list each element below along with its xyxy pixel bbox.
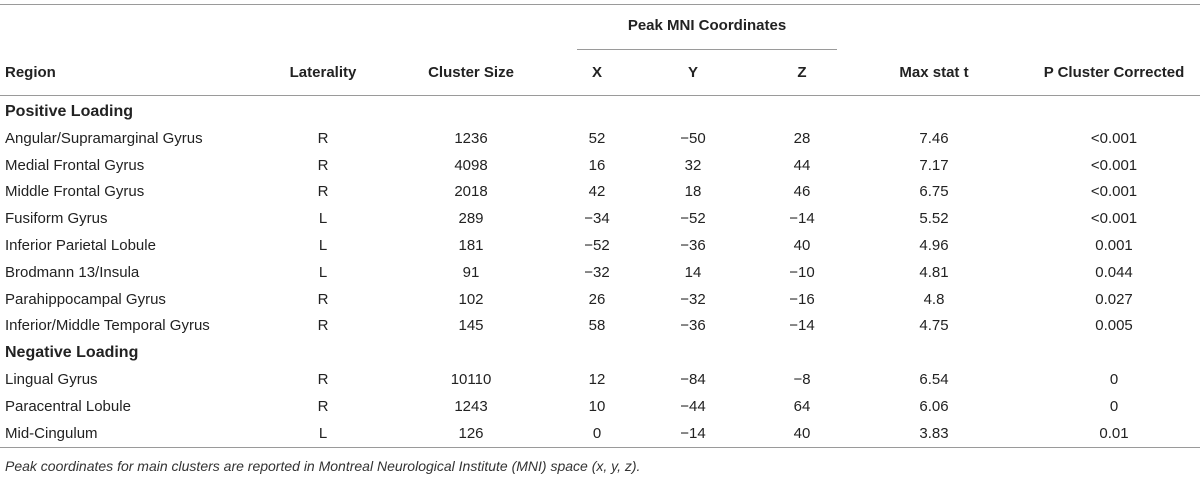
- table-bottom-rule: [0, 447, 1200, 448]
- cell-x: 42: [588, 183, 606, 201]
- cell-z: 28: [793, 129, 811, 147]
- cell-cluster-size: 91: [462, 263, 480, 281]
- cell-x: −32: [584, 263, 610, 281]
- header-peak-mni-coordinates: Peak MNI Coordinates: [627, 17, 787, 34]
- cell-region: Brodmann 13/Insula: [5, 263, 140, 281]
- cell-x: −52: [584, 237, 610, 254]
- cell-x: 16: [588, 156, 606, 174]
- header-bottom-rule: [0, 95, 1200, 96]
- cell-x: 58: [588, 317, 606, 335]
- table-row: [0, 287, 1200, 314]
- cell-p-corrected: <0.001: [1090, 183, 1138, 201]
- cell-cluster-size: 10110: [450, 371, 492, 388]
- cell-y: 32: [684, 156, 702, 174]
- cell-z: −16: [789, 290, 815, 308]
- cell-region: Inferior/Middle Temporal Gyrus: [5, 317, 210, 335]
- cell-y: 18: [684, 183, 702, 201]
- cell-max-stat: 7.46: [919, 129, 949, 147]
- table-row: [0, 367, 1200, 394]
- cell-max-stat: 4.96: [919, 237, 949, 254]
- cell-p-corrected: <0.001: [1090, 156, 1138, 174]
- cell-p-corrected: <0.001: [1090, 210, 1138, 228]
- cell-p-corrected: 0: [1109, 371, 1119, 388]
- header-region: Region: [5, 64, 56, 81]
- cell-region: Inferior Parietal Lobule: [5, 237, 156, 254]
- cell-region: Medial Frontal Gyrus: [5, 156, 145, 174]
- cell-laterality: L: [318, 263, 328, 281]
- cell-cluster-size: 1243: [454, 397, 488, 415]
- cell-x: 12: [588, 371, 606, 388]
- table-row: [0, 153, 1200, 180]
- cell-y: −36: [680, 237, 706, 254]
- cell-laterality: L: [318, 237, 328, 254]
- cell-max-stat: 5.52: [919, 210, 949, 228]
- cell-z: −14: [789, 317, 815, 335]
- table-row: [0, 206, 1200, 233]
- cell-max-stat: 6.06: [919, 397, 949, 415]
- header-p-cluster-corrected: P Cluster Corrected: [1043, 64, 1185, 81]
- cell-cluster-size: 181: [458, 237, 484, 254]
- cell-x: −34: [584, 210, 610, 228]
- table-footnote: Peak coordinates for main clusters are reported in Montreal Neurological Institute (MNI) space (x, y, z).: [5, 458, 641, 474]
- cell-laterality: L: [318, 210, 328, 228]
- table-row: [0, 313, 1200, 340]
- cell-z: 44: [793, 156, 811, 174]
- cell-cluster-size: 102: [458, 290, 484, 308]
- header-laterality: Laterality: [289, 64, 357, 81]
- cell-max-stat: 4.75: [919, 317, 949, 335]
- header-z: Z: [797, 64, 807, 81]
- cell-region: Fusiform Gyrus: [5, 210, 108, 228]
- cell-cluster-size: 126: [458, 424, 484, 442]
- cell-laterality: R: [317, 371, 329, 388]
- cell-max-stat: 4.8: [923, 290, 945, 308]
- cell-region: Paracentral Lobule: [5, 397, 131, 415]
- cell-p-corrected: <0.001: [1090, 129, 1138, 147]
- header-x: X: [591, 64, 603, 81]
- cell-y: −14: [680, 424, 706, 442]
- cell-laterality: L: [318, 424, 328, 442]
- table-row: [0, 260, 1200, 287]
- cell-p-corrected: 0.001: [1095, 237, 1133, 254]
- section-row: [0, 340, 1200, 367]
- cell-y: 14: [684, 263, 702, 281]
- cell-p-corrected: 0.027: [1095, 290, 1133, 308]
- cell-z: 64: [793, 397, 811, 415]
- section-row: [0, 99, 1200, 126]
- cell-region: Lingual Gyrus: [5, 371, 98, 388]
- cell-region: Angular/Supramarginal Gyrus: [5, 129, 203, 147]
- cell-x: 26: [588, 290, 606, 308]
- cell-y: −52: [680, 210, 706, 228]
- section-label: Positive Loading: [5, 103, 134, 120]
- cell-region: Mid-Cingulum: [5, 424, 98, 442]
- cell-cluster-size: 2018: [454, 183, 488, 201]
- cell-y: −84: [680, 371, 706, 388]
- cell-cluster-size: 145: [458, 317, 484, 335]
- cell-y: −36: [680, 317, 706, 335]
- header-group-underline: [577, 49, 837, 50]
- cell-z: −8: [793, 371, 811, 388]
- cell-p-corrected: 0.005: [1095, 317, 1133, 335]
- cell-z: −10: [789, 263, 815, 281]
- table-top-rule: [0, 4, 1200, 5]
- cell-region: Middle Frontal Gyrus: [5, 183, 145, 201]
- cell-z: 40: [793, 237, 811, 254]
- header-max-stat: Max stat t: [899, 64, 969, 81]
- cell-region: Parahippocampal Gyrus: [5, 290, 166, 308]
- cell-z: −14: [789, 210, 815, 228]
- cell-y: −50: [680, 129, 706, 147]
- cell-laterality: R: [317, 156, 329, 174]
- cell-laterality: R: [317, 317, 329, 335]
- cell-p-corrected: 0: [1109, 397, 1119, 415]
- cell-y: −44: [680, 397, 706, 415]
- cell-laterality: R: [317, 397, 329, 415]
- cell-max-stat: 6.54: [919, 371, 949, 388]
- cell-p-corrected: 0.01: [1099, 424, 1129, 442]
- cell-laterality: R: [317, 129, 329, 147]
- table-row: [0, 394, 1200, 421]
- cell-x: 10: [588, 397, 606, 415]
- cell-laterality: R: [317, 290, 329, 308]
- section-label: Negative Loading: [5, 344, 139, 362]
- table-row: [0, 421, 1200, 448]
- cell-max-stat: 4.81: [919, 263, 949, 281]
- cell-z: 40: [793, 424, 811, 442]
- cell-max-stat: 6.75: [919, 183, 949, 201]
- cell-cluster-size: 289: [458, 210, 484, 228]
- table-row: [0, 126, 1200, 153]
- table-row: [0, 233, 1200, 260]
- table-row: [0, 179, 1200, 206]
- cell-cluster-size: 4098: [454, 156, 488, 174]
- header-y: Y: [687, 64, 699, 81]
- cell-x: 52: [588, 129, 606, 147]
- cell-x: 0: [592, 424, 602, 442]
- cell-max-stat: 3.83: [919, 424, 949, 442]
- cell-p-corrected: 0.044: [1095, 263, 1133, 281]
- header-cluster-size: Cluster Size: [428, 64, 514, 81]
- cell-laterality: R: [317, 183, 329, 201]
- cell-cluster-size: 1236: [454, 129, 488, 147]
- cell-y: −32: [680, 290, 706, 308]
- cell-z: 46: [793, 183, 811, 201]
- cell-max-stat: 7.17: [919, 156, 949, 174]
